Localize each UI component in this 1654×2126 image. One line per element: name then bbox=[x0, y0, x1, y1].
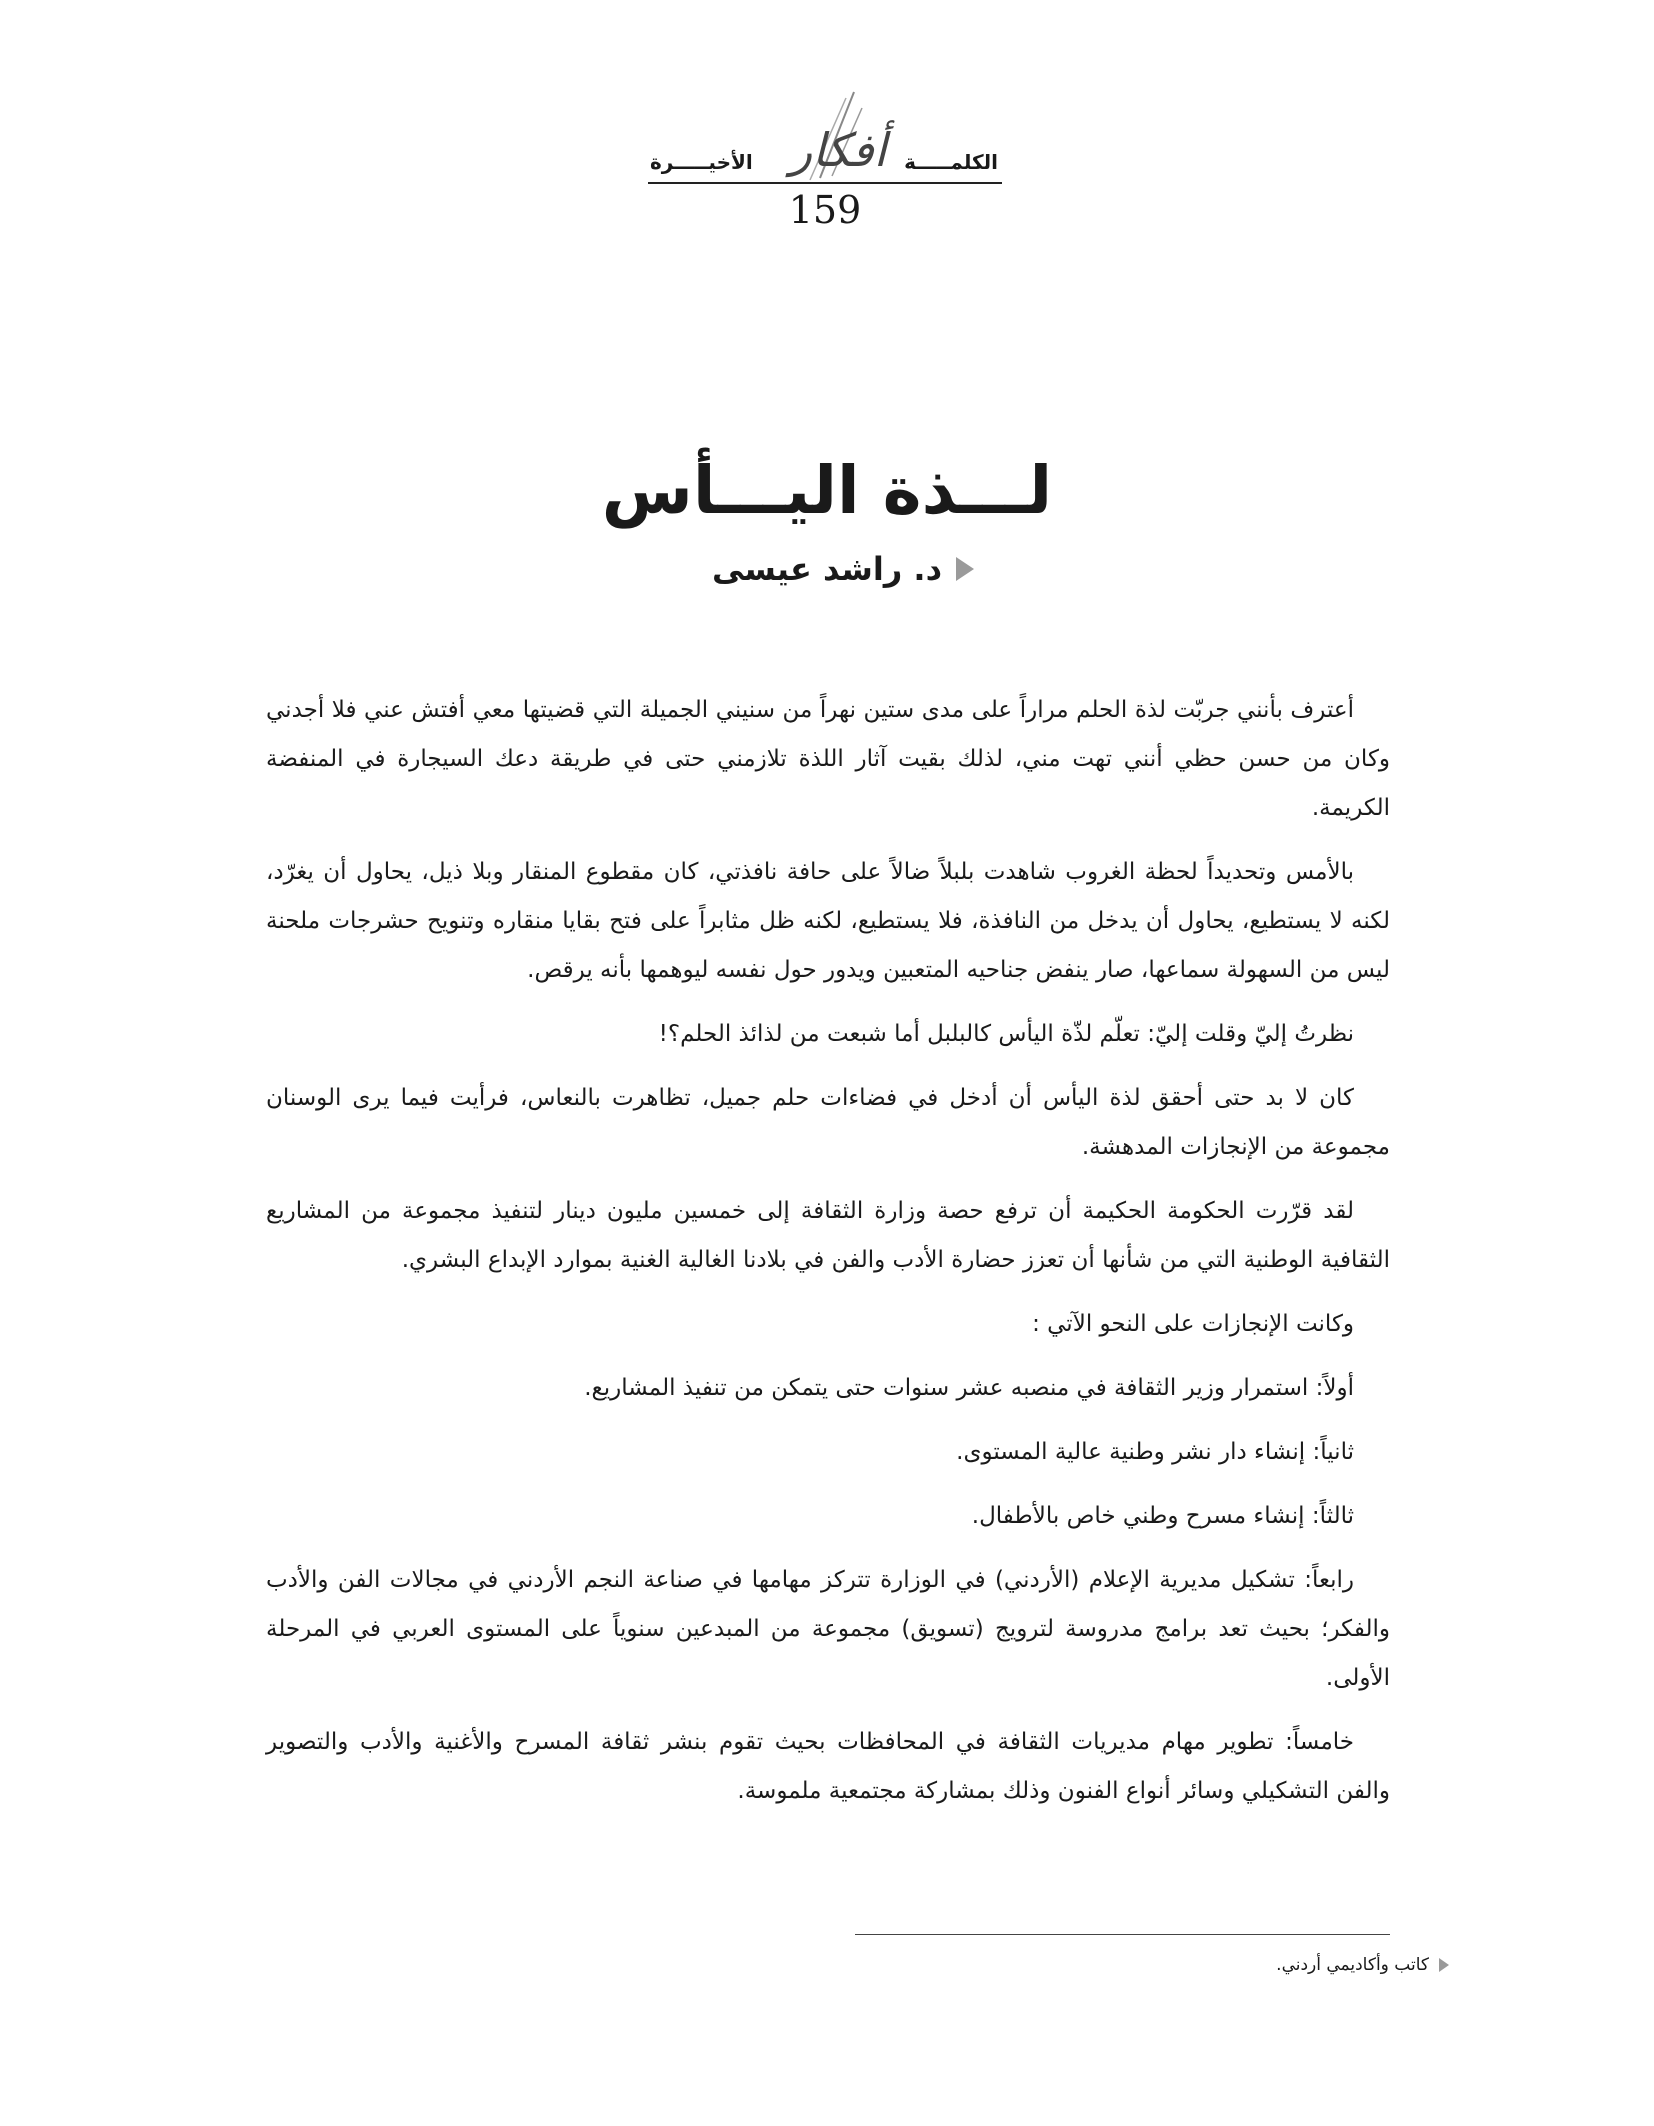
paragraph: بالأمس وتحديداً لحظة الغروب شاهدت بلبلاً ضالاً على حافة نافذتي، كان مقطوع المنقار وبلا ذيل، يحاول أن يغرّد، لكنه لا يستطيع، يحاول أن يدخل من النافذة، فلا يستطيع، لكنه ظل مثابراً على فتح بقايا منقاره وتنويح حشرجات ملحنة ليس من السهولة سماعها، صار ينفض جناحيه المتعبين ويدور حول نفسه ليوهمها بأنه يرقص. bbox=[266, 859, 1390, 983]
paragraph: لقد قرّرت الحكومة الحكيمة أن ترفع حصة وزارة الثقافة إلى خمسين مليون دينار لتنفيذ مجموعة من المشاريع الثقافية الوطنية التي من شأنها أن تعزز حضارة الأدب والفن في بلادنا الغالية الغنية بموارد الإبداع البشري. bbox=[266, 1198, 1390, 1273]
logo-text: أفكار bbox=[790, 123, 887, 177]
list-item: ثانياً: إنشاء دار نشر وطنية عالية المستوى. bbox=[956, 1439, 1354, 1465]
paragraph: أعترف بأنني جربّت لذة الحلم مراراً على مدى ستين نهراً من سنيني الجميلة التي قضيتها معي أفتش عني فلا أجدني وكان من حسن حظي أنني تهت مني، لذلك بقيت آثار اللذة تلازمني حتى في طريقة دعك السيجارة في المنفضة الكريمة. bbox=[266, 697, 1390, 821]
list-item: خامساً: تطوير مهام مديريات الثقافة في المحافظات بحيث تقوم بنشر ثقافة المسرح والأغنية والأدب والتصوير والفن التشكيلي وسائر أنواع الفنون وذلك بمشاركة مجتمعية ملموسة. bbox=[266, 1729, 1390, 1804]
page-number: 159 bbox=[788, 188, 862, 232]
article-body bbox=[266, 686, 1390, 1831]
footnote-text: كاتب وأكاديمي أردني. bbox=[1276, 1955, 1429, 1975]
article-title: لـــذة اليـــأس bbox=[601, 452, 1053, 530]
section-label-left: الأخيـــــرة bbox=[650, 150, 753, 174]
triangle-bullet-icon bbox=[1439, 1958, 1449, 1972]
paragraph: كان لا بد حتى أحقق لذة اليأس أن أدخل في فضاءات حلم جميل، تظاهرت بالنعاس، فرأيت فيما يرى الوسنان مجموعة من الإنجازات المدهشة. bbox=[266, 1085, 1390, 1160]
section-label-right: الكلمـــــة bbox=[904, 150, 998, 174]
running-header bbox=[640, 88, 1010, 238]
author-line bbox=[712, 550, 974, 588]
header-rule bbox=[648, 182, 1002, 184]
list-item: رابعاً: تشكيل مديرية الإعلام (الأردني) في الوزارة تتركز مهامها في صناعة النجم الأردني في مجالات الفن والأدب والفكر؛ بحيث تعد برامج مدروسة لترويج (تسويق) مجموعة من المبدعين سنوياً على المستوى العربي في المرحلة الأولى. bbox=[266, 1567, 1390, 1691]
author-name: د. راشد عيسى bbox=[711, 550, 942, 588]
footnote bbox=[1276, 1955, 1449, 1975]
list-item: ثالثاً: إنشاء مسرح وطني خاص بالأطفال. bbox=[971, 1503, 1354, 1529]
footnote-rule bbox=[855, 1934, 1390, 1935]
triangle-bullet-icon bbox=[956, 557, 974, 581]
list-item: أولاً: استمرار وزير الثقافة في منصبه عشر سنوات حتى يتمكن من تنفيذ المشاريع. bbox=[584, 1375, 1354, 1401]
paragraph: وكانت الإنجازات على النحو الآتي : bbox=[1032, 1311, 1354, 1337]
paragraph: نظرتُ إليّ وقلت إليّ: تعلّم لذّة اليأس كالبلبل أما شبعت من لذائذ الحلم؟! bbox=[658, 1021, 1354, 1047]
